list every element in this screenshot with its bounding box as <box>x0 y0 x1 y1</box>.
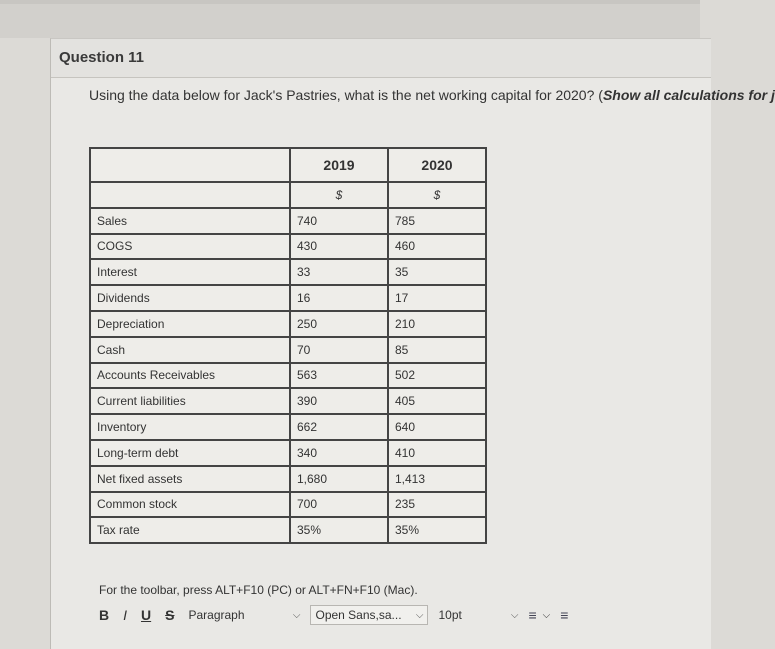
row-label: Current liabilities <box>90 388 290 414</box>
value-2019: 662 <box>290 414 388 440</box>
question-title: Question 11 <box>59 49 145 66</box>
value-2020: 17 <box>388 285 486 311</box>
size-select[interactable] <box>438 608 518 622</box>
row-label: Net fixed assets <box>90 466 290 492</box>
font-select[interactable] <box>310 605 428 625</box>
underline-button[interactable]: U <box>141 607 152 623</box>
question-header <box>51 39 711 78</box>
value-2020: 210 <box>388 311 486 337</box>
table-row <box>90 234 486 260</box>
unit-2019: $ <box>290 182 388 208</box>
data-table <box>89 147 487 544</box>
strikethrough-button[interactable]: S <box>165 607 175 623</box>
value-2019: 35% <box>290 517 388 543</box>
table-row <box>90 414 486 440</box>
table-row <box>90 208 486 234</box>
unit-2020: $ <box>388 182 486 208</box>
prompt-emphasis: Show all calculations for j <box>602 87 775 103</box>
row-label: Tax rate <box>90 517 290 543</box>
chevron-down-icon: ⌵ <box>415 609 424 621</box>
value-2019: 33 <box>290 259 388 285</box>
year-header-row <box>90 148 486 182</box>
value-2020: 405 <box>388 388 486 414</box>
row-label: Cash <box>90 337 290 363</box>
editor-toolbar <box>99 601 711 629</box>
value-2019: 340 <box>290 440 388 466</box>
value-2019: 1,680 <box>290 466 388 492</box>
table-row <box>90 388 486 414</box>
value-2020: 35% <box>388 517 486 543</box>
chevron-down-icon[interactable]: ⌵ <box>542 609 551 621</box>
row-label: Dividends <box>90 285 290 311</box>
value-2020: 1,413 <box>388 466 486 492</box>
row-label: Interest <box>90 259 290 285</box>
row-label: Sales <box>90 208 290 234</box>
value-2020: 785 <box>388 208 486 234</box>
table-row <box>90 363 486 389</box>
table-row <box>90 285 486 311</box>
table-header-empty <box>90 148 290 182</box>
value-2019: 430 <box>290 234 388 260</box>
chevron-down-icon: ⌵ <box>292 609 301 621</box>
italic-button[interactable]: I <box>123 607 128 623</box>
row-label: Accounts Receivables <box>90 363 290 389</box>
value-2019: 70 <box>290 337 388 363</box>
value-2020: 502 <box>388 363 486 389</box>
value-2019: 390 <box>290 388 388 414</box>
table-row <box>90 517 486 543</box>
top-strip <box>0 0 700 38</box>
bold-button[interactable]: B <box>99 607 110 623</box>
toolbar-hint: For the toolbar, press ALT+F10 (PC) or ALT+FN+F10 (Mac). <box>99 583 418 597</box>
year-2019-header: 2019 <box>290 148 388 182</box>
value-2019: 700 <box>290 492 388 518</box>
font-label: Open Sans,sa... <box>315 608 402 622</box>
row-label: Depreciation <box>90 311 290 337</box>
value-2019: 250 <box>290 311 388 337</box>
paragraph-label: Paragraph <box>188 608 245 622</box>
row-label: Common stock <box>90 492 290 518</box>
divider <box>0 0 700 4</box>
chevron-down-icon: ⌵ <box>510 609 519 621</box>
row-label: Long-term debt <box>90 440 290 466</box>
question-card <box>50 38 775 649</box>
unordered-list-icon[interactable]: ≡ <box>560 607 569 623</box>
table-row <box>90 440 486 466</box>
paragraph-select[interactable] <box>188 608 300 622</box>
value-2020: 235 <box>388 492 486 518</box>
value-2019: 740 <box>290 208 388 234</box>
ordered-list-icon[interactable]: ≡ <box>528 607 537 623</box>
table-row <box>90 466 486 492</box>
value-2020: 410 <box>388 440 486 466</box>
unit-row <box>90 182 486 208</box>
question-prompt <box>89 87 775 103</box>
value-2020: 460 <box>388 234 486 260</box>
year-2020-header: 2020 <box>388 148 486 182</box>
value-2020: 85 <box>388 337 486 363</box>
row-label: Inventory <box>90 414 290 440</box>
value-2019: 563 <box>290 363 388 389</box>
unit-label <box>90 182 290 208</box>
size-label: 10pt <box>438 608 462 622</box>
table-row <box>90 259 486 285</box>
table-row <box>90 337 486 363</box>
value-2020: 35 <box>388 259 486 285</box>
value-2019: 16 <box>290 285 388 311</box>
table-row <box>90 311 486 337</box>
value-2020: 640 <box>388 414 486 440</box>
row-label: COGS <box>90 234 290 260</box>
table-row <box>90 492 486 518</box>
prompt-text: Using the data below for Jack's Pastries, what is the net working capital for 2020? ( <box>89 87 603 103</box>
